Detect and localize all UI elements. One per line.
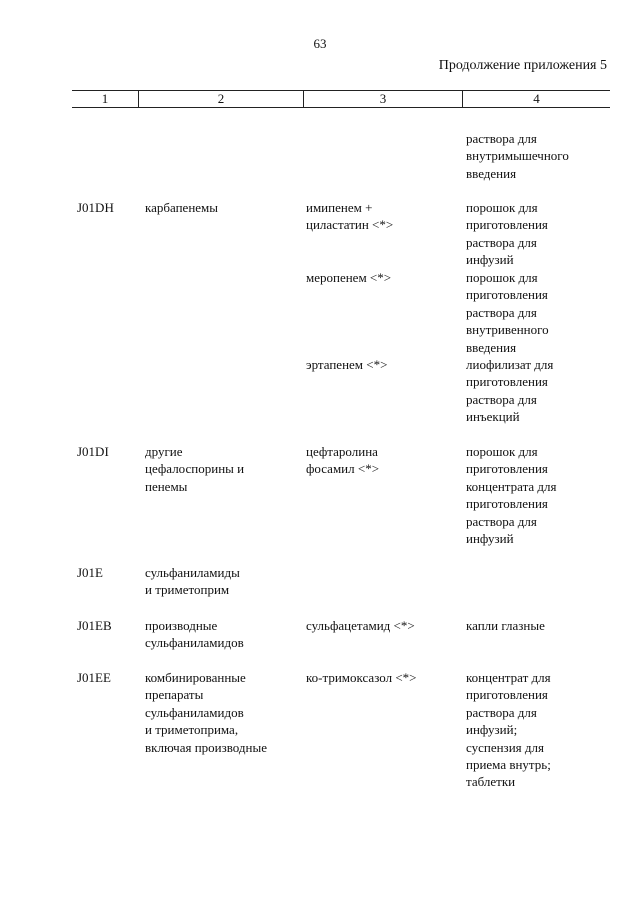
cell-form: лиофилизат для приготовления раствора для инъекций — [466, 357, 554, 425]
cell-drug: ко-тримоксазол <*> — [306, 670, 417, 685]
cell-form: капли глазные — [466, 618, 545, 633]
cell-drug: эртапенем <*> — [306, 357, 388, 372]
header-col-2: 2 — [139, 91, 304, 107]
cell-form: порошок для приготовления раствора для внутривенного введения — [466, 270, 549, 355]
cell-code: J01EB — [77, 618, 112, 633]
cell-drug: меропенем <*> — [306, 270, 392, 285]
cell-form: раствора для внутримышечного введения — [466, 131, 569, 181]
cell-drug: имипенем + циластатин <*> — [306, 200, 394, 233]
cell-form: концентрат для приготовления раствора для инфузий; суспензия для приема внутрь; таблетки — [466, 670, 551, 790]
cell-group: производные сульфаниламидов — [145, 618, 244, 651]
cell-code: J01EE — [77, 670, 111, 685]
cell-group: другие цефалоспорины и пенемы — [145, 444, 245, 494]
page-number: 63 — [313, 36, 327, 51]
cell-form: порошок для приготовления концентрата для приготовления раствора для инфузий — [466, 444, 557, 547]
cell-group: сульфаниламиды и триметоприм — [145, 565, 240, 598]
cell-drug: цефтаролина фосамил <*> — [306, 444, 380, 477]
header-col-4: 4 — [533, 91, 540, 106]
table-header-row — [72, 90, 610, 108]
cell-code: J01DH — [77, 200, 114, 215]
cell-drug: сульфацетамид <*> — [306, 618, 415, 633]
cell-form: порошок для приготовления раствора для инфузий — [466, 200, 548, 268]
continuation-label: Продолжение приложения 5 — [438, 58, 607, 73]
cell-group: карбапенемы — [145, 200, 219, 215]
cell-code: J01E — [77, 565, 103, 580]
header-col-1: 1 — [72, 91, 139, 107]
header-col-3: 3 — [304, 91, 463, 107]
cell-code: J01DI — [77, 444, 109, 459]
cell-group: комбинированные препараты сульфаниламидов и триметоприма, включая производные — [145, 670, 267, 755]
